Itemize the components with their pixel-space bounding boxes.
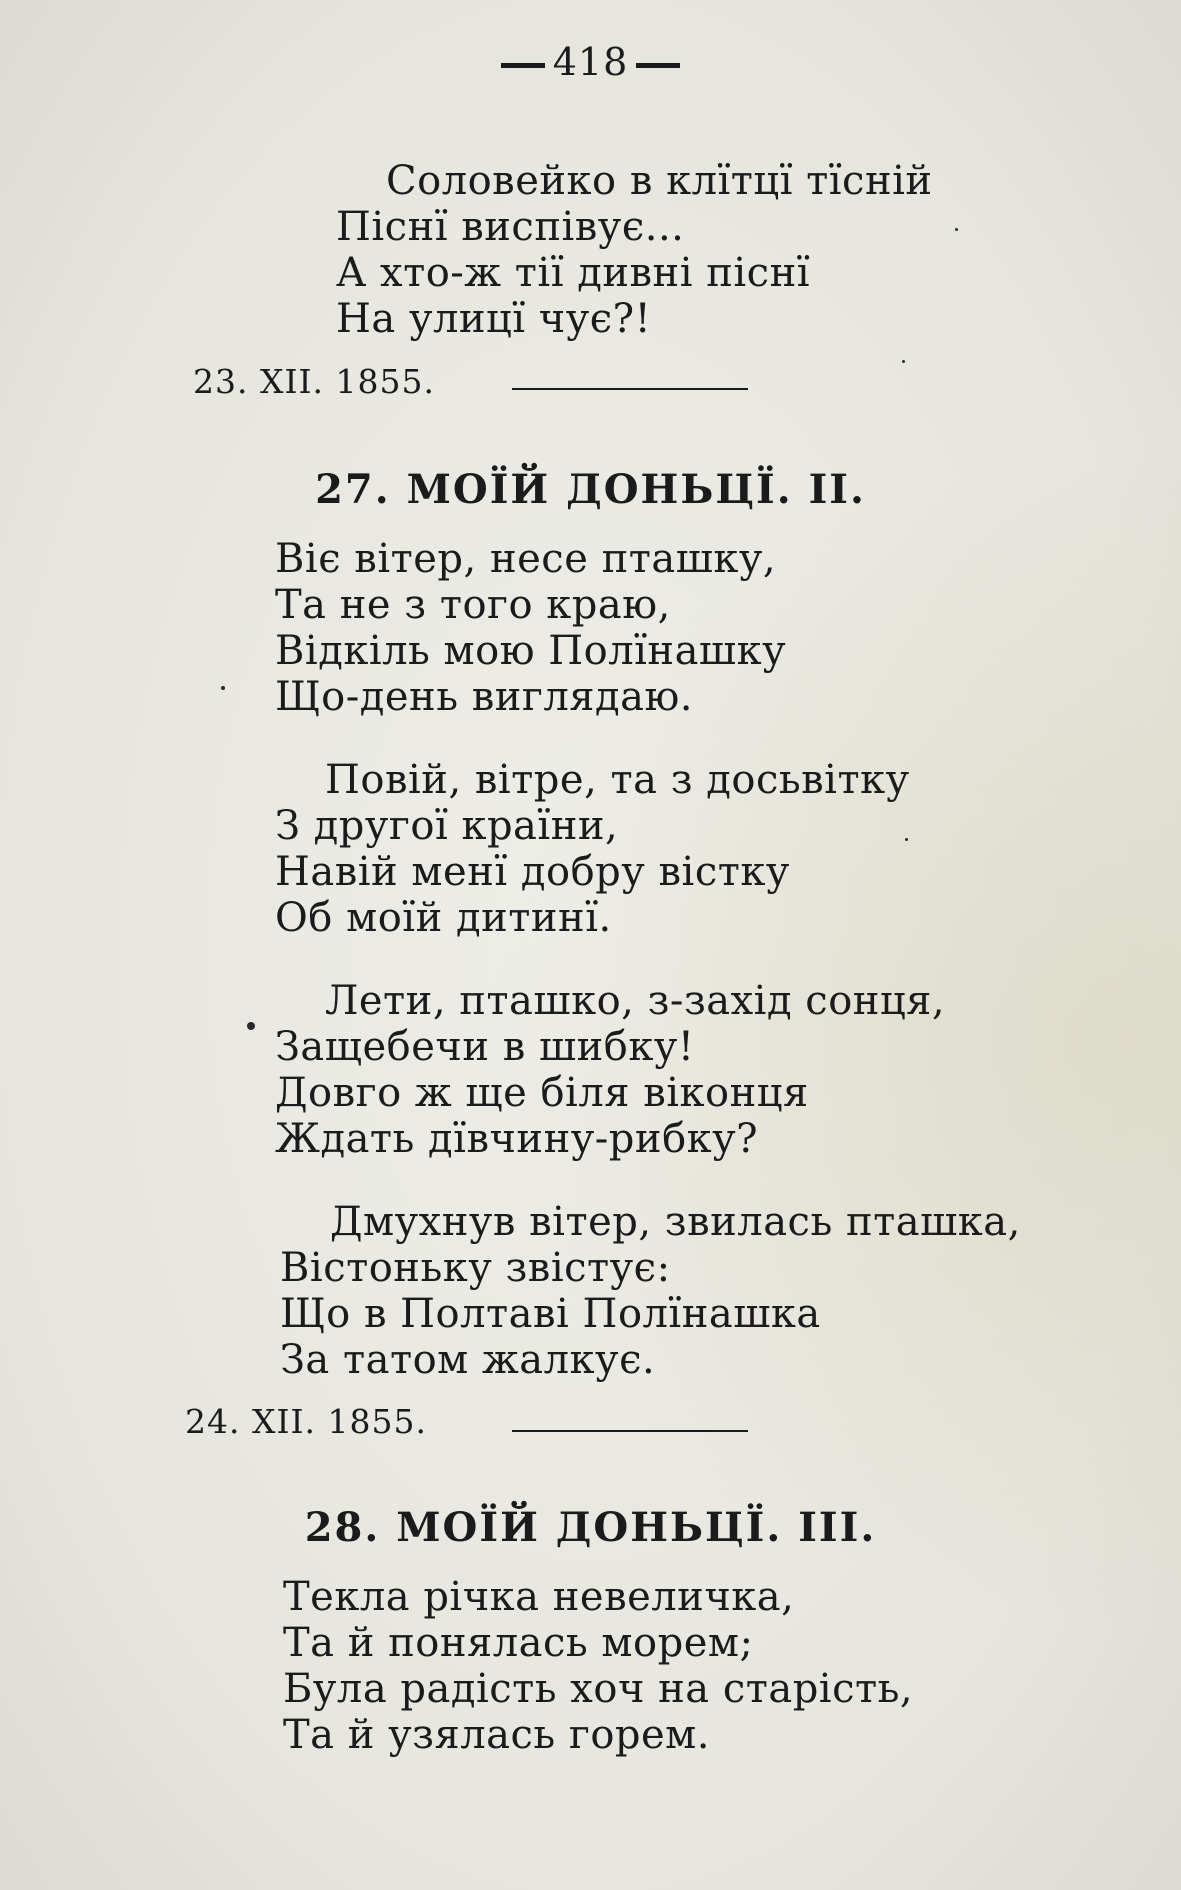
- poem-27-stanza-2: [275, 757, 910, 941]
- verse-line: Вістоньку звістує:: [280, 1245, 671, 1291]
- verse-line: Текла річка невеличка,: [283, 1574, 795, 1620]
- verse-line: Лети, пташко, з-захід сонця,: [325, 978, 946, 1024]
- page-number-dash-right: [636, 63, 680, 68]
- verse-line: Відкіль мою Полїнашку: [275, 628, 787, 674]
- verse-line: З другої країни,: [275, 803, 619, 849]
- prev-poem-stanza: [336, 158, 933, 342]
- poem-28-stanza-1: [283, 1574, 913, 1758]
- poem-27-stanza-4: [280, 1199, 1021, 1383]
- ink-speck: [247, 1022, 255, 1030]
- page-number-dash-left: [501, 63, 545, 68]
- verse-line: Об моїй дитинї.: [275, 895, 612, 941]
- poem-28-title: 28. МОЇЙ ДОНЬЦЇ. III.: [304, 1504, 877, 1551]
- poem-27-title: 27. МОЇЙ ДОНЬЦЇ. II.: [315, 466, 866, 513]
- verse-line: На улицї чує?!: [336, 296, 652, 342]
- verse-line: Ждать дївчину-рибку?: [275, 1116, 759, 1162]
- verse-line: Та не з того краю,: [275, 582, 671, 628]
- verse-line: Що-день виглядаю.: [275, 674, 693, 720]
- verse-line: Довго ж ще біля віконця: [275, 1070, 809, 1116]
- poem-27-stanza-1: [275, 536, 786, 720]
- verse-line: Повій, вітре, та з досьвітку: [325, 757, 910, 803]
- verse-line: Навій менї добру вістку: [275, 849, 790, 895]
- page-number-text: 418: [552, 40, 629, 84]
- ink-speck: [902, 360, 905, 363]
- verse-line: Соловейко в клїтцї тїсній: [386, 158, 933, 204]
- poem-27-date: 24. XII. 1855.: [185, 1402, 427, 1441]
- verse-line: За татом жалкує.: [280, 1337, 656, 1383]
- verse-line: Була радість хоч на старість,: [283, 1666, 914, 1712]
- prev-poem-date: 23. XII. 1855.: [193, 362, 435, 401]
- section-divider: [512, 1430, 748, 1432]
- page-number: [0, 40, 1181, 84]
- verse-line: Піснї виспівує...: [336, 204, 685, 250]
- verse-line: Та й понялась морем;: [283, 1620, 754, 1666]
- ink-speck: [955, 228, 958, 231]
- verse-line: Та й узялась горем.: [283, 1712, 710, 1758]
- verse-line: Защебечи в шибку!: [275, 1024, 695, 1070]
- ink-speck: [221, 686, 225, 690]
- verse-line: Дмухнув вітер, звилась пташка,: [330, 1199, 1021, 1245]
- section-divider: [512, 388, 748, 390]
- poem-27-stanza-3: [275, 978, 945, 1162]
- verse-line: Що в Полтаві Полїнашка: [280, 1291, 821, 1337]
- verse-line: А хто-ж тії дивні піснї: [336, 250, 811, 296]
- verse-line: Віє вітер, несе пташку,: [275, 536, 777, 582]
